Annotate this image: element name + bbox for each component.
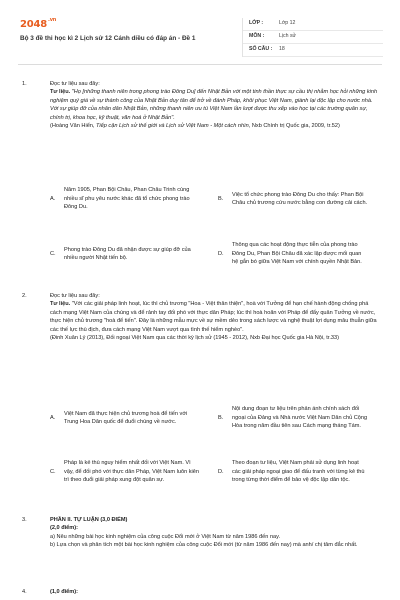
option-b[interactable] xyxy=(218,182,368,216)
citation-book: Tiếp cận Lịch sử thế giới và Lịch sử Việt Nam - Một cách nhìn xyxy=(96,122,249,129)
source-citation: (Đinh Xuân Lý (2013), Đối ngoại Việt Nam qua các thời kỳ lịch sử (1945 - 2012), Nxb Đại học Quốc gia Hà Nội, tr.33) xyxy=(50,334,340,341)
question-number: 4. xyxy=(22,589,27,595)
question-number: 1. xyxy=(22,81,27,87)
option-text: Pháp là kẻ thù nguy hiểm nhất đối với Việt Nam. Vì vậy, để đối phó với thực dân Pháp, Việt Nam luôn kiên trì theo đuổi giải pháp xung đột quân sự. xyxy=(64,460,200,484)
meta-value: Lịch sử xyxy=(279,33,297,40)
source-citation xyxy=(50,122,380,130)
meta-value: 18 xyxy=(279,46,285,53)
question-2 xyxy=(18,292,382,506)
meta-row-subject xyxy=(243,31,383,44)
meta-label: MÔN : xyxy=(249,33,265,40)
logo-text: 2048 xyxy=(20,19,48,30)
option-b[interactable] xyxy=(218,396,368,440)
option-letter: A. xyxy=(50,195,56,202)
source-text: "Với các giải pháp linh hoạt, lúc thì chủ trương "Hoa - Việt thân thiện", hoà với Tưởng để hạn chế hành động chống phá cách mạng Việt Nam của chúng và để rảnh tay đối phó với thực dân Pháp; lúc thì hoà hoãn với Pháp để đẩy quân Tưởng về nước, thực hiện chủ trương "hoà để tiến". Đây là những mẫu mực về sự mềm dẻo trong sách lược và nghệ thuật lợi dụng mâu thuẫn giữa các thế lực thù địch, đưa cách mạng Việt Nam vượt qua tình thế hiểm nghèo". xyxy=(50,301,377,333)
question-1 xyxy=(18,80,382,280)
option-a[interactable] xyxy=(50,396,200,440)
option-letter: C. xyxy=(50,250,56,257)
question-number: 3. xyxy=(22,517,27,523)
exam-meta-table xyxy=(242,18,383,57)
essay-body xyxy=(50,516,380,550)
question-points: (1,0 điểm): xyxy=(50,589,78,595)
question-points: (2,0 điểm): xyxy=(50,525,78,532)
essay-part-a: a) Nêu những bài học kinh nghiệm của công cuộc Đổi mới ở Việt Nam từ năm 1986 đến nay. xyxy=(50,533,281,540)
option-d[interactable] xyxy=(218,232,368,276)
option-d[interactable] xyxy=(218,450,368,494)
meta-row-class xyxy=(243,18,383,31)
essay-body xyxy=(50,588,380,596)
question-4 xyxy=(18,588,382,600)
option-letter: D. xyxy=(218,250,224,257)
option-letter: C. xyxy=(50,468,56,475)
question-stem xyxy=(50,292,380,342)
source-passage xyxy=(50,300,380,334)
option-letter: B. xyxy=(218,414,224,421)
meta-value: Lớp 12 xyxy=(279,20,296,27)
section-heading: PHẦN II. TỰ LUẬN (3,0 ĐIỂM) xyxy=(50,517,128,523)
citation-part: (Hoàng Văn Hiển, xyxy=(50,122,97,129)
option-text: Thông qua các hoạt động thực tiễn của phong trào Đông Du, Phan Bội Châu đã xác lập được mối quan hệ gắn bó giữa Việt Nam với chính quyền Nhật Bản. xyxy=(232,242,362,266)
option-letter: D. xyxy=(218,468,224,475)
option-text: Theo đoạn tư liệu, Việt Nam phải sử dụng linh hoạt các giải pháp ngoại giao để đấu tranh với từng kẻ thù trong từng thời điểm để bảo vệ độc lập dân tộc. xyxy=(232,460,365,484)
option-c[interactable] xyxy=(50,232,200,276)
option-text: Việt Nam đã thực hiện chủ trương hoà để tiến với Trung Hoa Dân quốc để đuổi chúng về nước. xyxy=(64,410,188,425)
site-logo[interactable] xyxy=(20,17,56,32)
question-number: 2. xyxy=(22,293,27,299)
source-label: Tư liệu. xyxy=(50,301,71,308)
header-divider xyxy=(18,64,382,65)
meta-label: LỚP : xyxy=(249,20,264,27)
option-letter: A. xyxy=(50,414,56,421)
option-text: Việc tổ chức phong trào Đông Du cho thấy: Phan Bội Châu chủ trương cứu nước bằng con đường cải cách. xyxy=(232,191,368,206)
question-intro: Đọc tư liệu sau đây: xyxy=(50,293,100,299)
citation-part: , Nxb Chính trị Quốc gia, 2009, tr.52) xyxy=(248,122,340,129)
question-intro: Đọc tư liệu sau đây: xyxy=(50,81,100,87)
option-text: Năm 1905, Phan Bội Châu, Phan Châu Trinh cùng nhiều sĩ phu yêu nước khác đã tổ chức phong trào Đông Du. xyxy=(64,187,190,211)
meta-label: SỐ CÂU : xyxy=(249,46,273,53)
source-text: "Họ [những thanh niên trong phong trào Đông Du] đến Nhật Bản với một tinh thần thực sự cầu thị nhằm học hỏi những kinh nghiệm quý giá về sự thành công của Nhật Bản duy tân để trở về đánh Pháp, khôi phục Việt Nam, giành lại độc lập cho nước nhà. Với sự giúp đỡ của nhân dân Nhật Bản, những thanh niên ưu tú Việt Nam lần lượt được thu xếp vào học tại các trường quân sự, chính trị, khoa học, kỹ thuật, văn hoá ở Nhật Bản". xyxy=(50,89,378,121)
option-letter: B. xyxy=(218,195,224,202)
option-a[interactable] xyxy=(50,182,200,216)
option-text: Phong trào Đông Du đã nhận được sự giúp đỡ của nhiều người Nhật tiến bộ. xyxy=(64,246,191,261)
question-stem xyxy=(50,80,380,130)
option-c[interactable] xyxy=(50,450,200,494)
source-passage xyxy=(50,88,380,122)
question-3 xyxy=(18,516,382,578)
logo-suffix: .vn xyxy=(48,17,57,23)
option-text: Nội dung đoạn tư liệu trên phản ánh chính sách đối ngoại của Đảng và Nhà nước Việt Nam Dân chủ Cộng Hòa trong năm đầu tiên sau Cách mạng tháng Tám. xyxy=(232,406,368,430)
meta-row-count xyxy=(243,44,383,57)
document-header xyxy=(18,8,382,64)
essay-part-b: b) Lựa chọn và phân tích một bài học kinh nghiệm của công cuộc Đổi mới (từ năm 1986 đến nay) mà anh/ chị tâm đắc nhất. xyxy=(50,542,358,549)
exam-title: Bộ 3 đề thi học kì 2 Lịch sử 12 Cánh diều có đáp án - Đề 1 xyxy=(20,35,196,42)
source-label: Tư liệu. xyxy=(50,89,71,96)
